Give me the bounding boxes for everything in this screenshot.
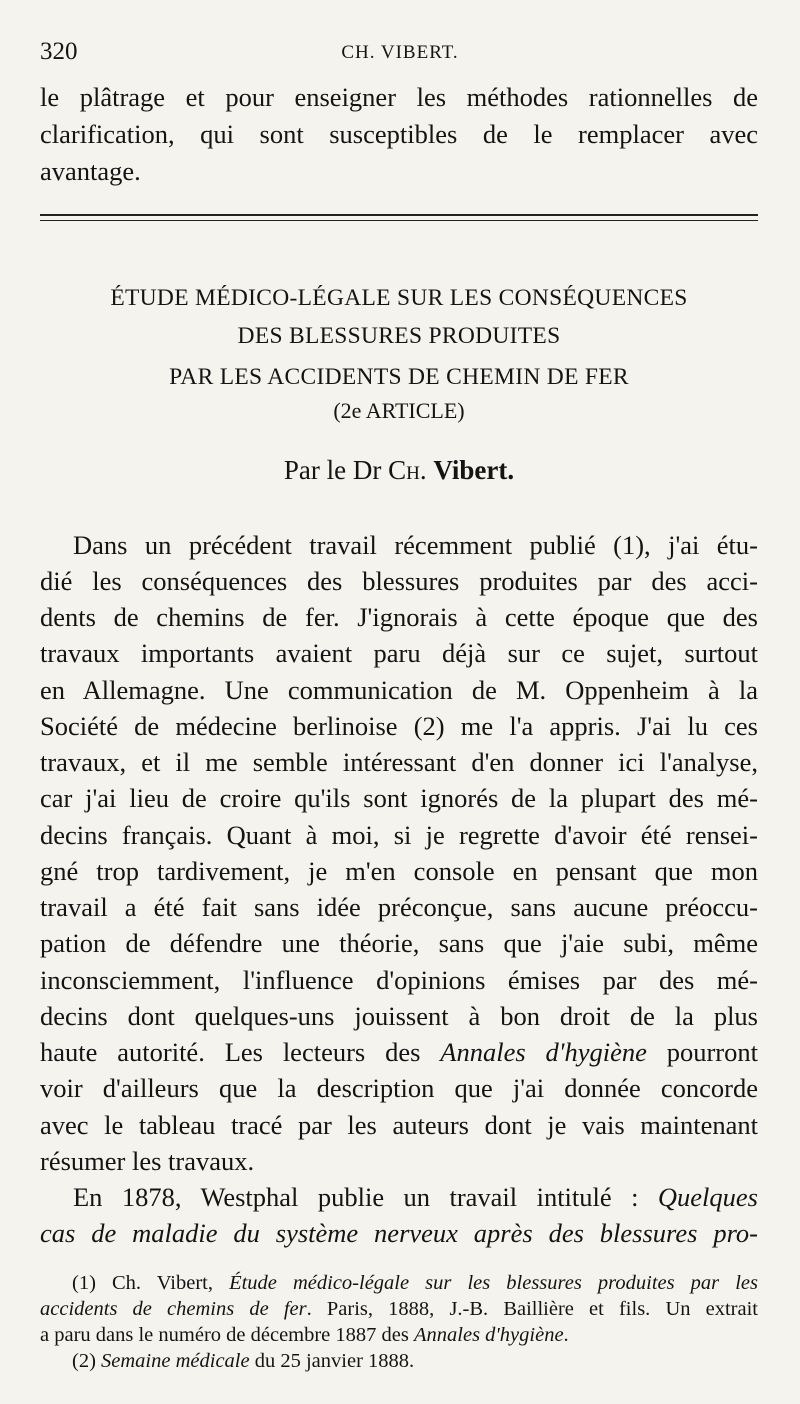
footnote-text: . Paris, 1888, J.-B. Baillière et fils. Un extrait (306, 1298, 758, 1320)
footnote-marker: (1) Ch. Vibert, (72, 1272, 230, 1294)
footnote-text: . (563, 1324, 569, 1346)
body-line: Société de médecine berlinoise (2) me l'a appris. J'ai lu ces (40, 711, 758, 741)
intro-line: clarification, qui sont susceptibles de le remplacer avec (40, 119, 758, 149)
journal-title: Annales d'hygiène (414, 1324, 564, 1346)
body-text: pourront (646, 1037, 758, 1067)
intro-line: avantage. (40, 156, 141, 186)
body-line: en Allemagne. Une communication de M. Oppenheim à la (40, 675, 758, 705)
running-head (40, 38, 760, 68)
running-title: CH. VIBERT. (341, 42, 459, 63)
body-line: pation de défendre une théorie, sans que j'aie subi, même (40, 928, 758, 958)
body-line: cas de maladie du système nerveux après des blessures pro- (40, 1218, 758, 1248)
footnote-1-cont (40, 1322, 758, 1348)
section-rule-top (40, 214, 758, 216)
article-title-line: PAR LES ACCIDENTS DE CHEMIN DE FER (169, 364, 629, 390)
body-line: voir d'ailleurs que la description que j'ai donnée concorde (40, 1073, 758, 1103)
body-line (40, 1180, 758, 1214)
body-line: dié les conséquences des blessures produites par des acci- (40, 566, 758, 596)
byline-prefix: Par le Dr (283, 455, 382, 485)
body-line: travaux importants avaient paru déjà sur ce sujet, surtout (40, 638, 758, 668)
journal-title: Semaine médicale (101, 1350, 250, 1372)
journal-title: Annales d'hygiène (440, 1037, 647, 1067)
author-name: Vibert. (433, 455, 515, 485)
footnote-text: a paru dans le numéro de décembre 1887 des (40, 1324, 414, 1346)
body-text: haute autorité. Les lecteurs des (40, 1037, 441, 1067)
body-line: Dans un précédent travail récemment publié (1), j'ai étu- (73, 530, 758, 560)
body-line: car j'ai lieu de croire qu'ils sont ignorés de la plupart des mé- (40, 783, 758, 813)
body-text: En 1878, Westphal publie un travail intitulé : (73, 1182, 658, 1212)
byline (40, 455, 758, 486)
body-line: gné trop tardivement, je m'en console en pensant que mon (40, 856, 758, 886)
body-line: avec le tableau tracé par les auteurs dont je vais maintenant (40, 1110, 758, 1140)
intro-line: le plâtrage et pour enseigner les méthodes rationnelles de (40, 82, 758, 112)
footnote-1 (40, 1270, 758, 1296)
body-line: inconsciemment, l'influence d'opinions émises par des mé- (40, 965, 758, 995)
footnote-marker: (2) (72, 1350, 102, 1372)
body-line: decins français. Quant à moi, si je regrette d'avoir été rensei- (40, 820, 758, 850)
body-line (40, 1035, 758, 1069)
page-number: 320 (40, 38, 78, 65)
article-number: (2e ARTICLE) (333, 398, 465, 423)
body-line: travail a été fait sans idée préconçue, sans aucune préoccu- (40, 892, 758, 922)
section-rule-bottom (40, 220, 758, 221)
cited-title: Étude médico-légale sur les blessures produites par les (229, 1272, 758, 1294)
work-title: Quelques (657, 1182, 758, 1212)
body-line: résumer les travaux. (40, 1146, 255, 1176)
body-line: decins dont quelques-uns jouissent à bon droit de la plus (40, 1001, 758, 1031)
article-title-line: DES BLESSURES PRODUITES (237, 323, 561, 349)
article-title-line: ÉTUDE MÉDICO-LÉGALE SUR LES CONSÉQUENCES (110, 285, 688, 311)
footnote-text: du 25 janvier 1888. (249, 1350, 415, 1372)
body-line: dents de chemins de fer. J'ignorais à cette époque que des (40, 602, 758, 632)
body-line: travaux, et il me semble intéressant d'en donner ici l'analyse, (40, 747, 758, 777)
footnote-2 (40, 1348, 758, 1374)
cited-title: accidents de chemins de fer (40, 1298, 307, 1320)
footnote-1-cont (40, 1296, 758, 1322)
byline-initial: Ch. (388, 455, 427, 485)
